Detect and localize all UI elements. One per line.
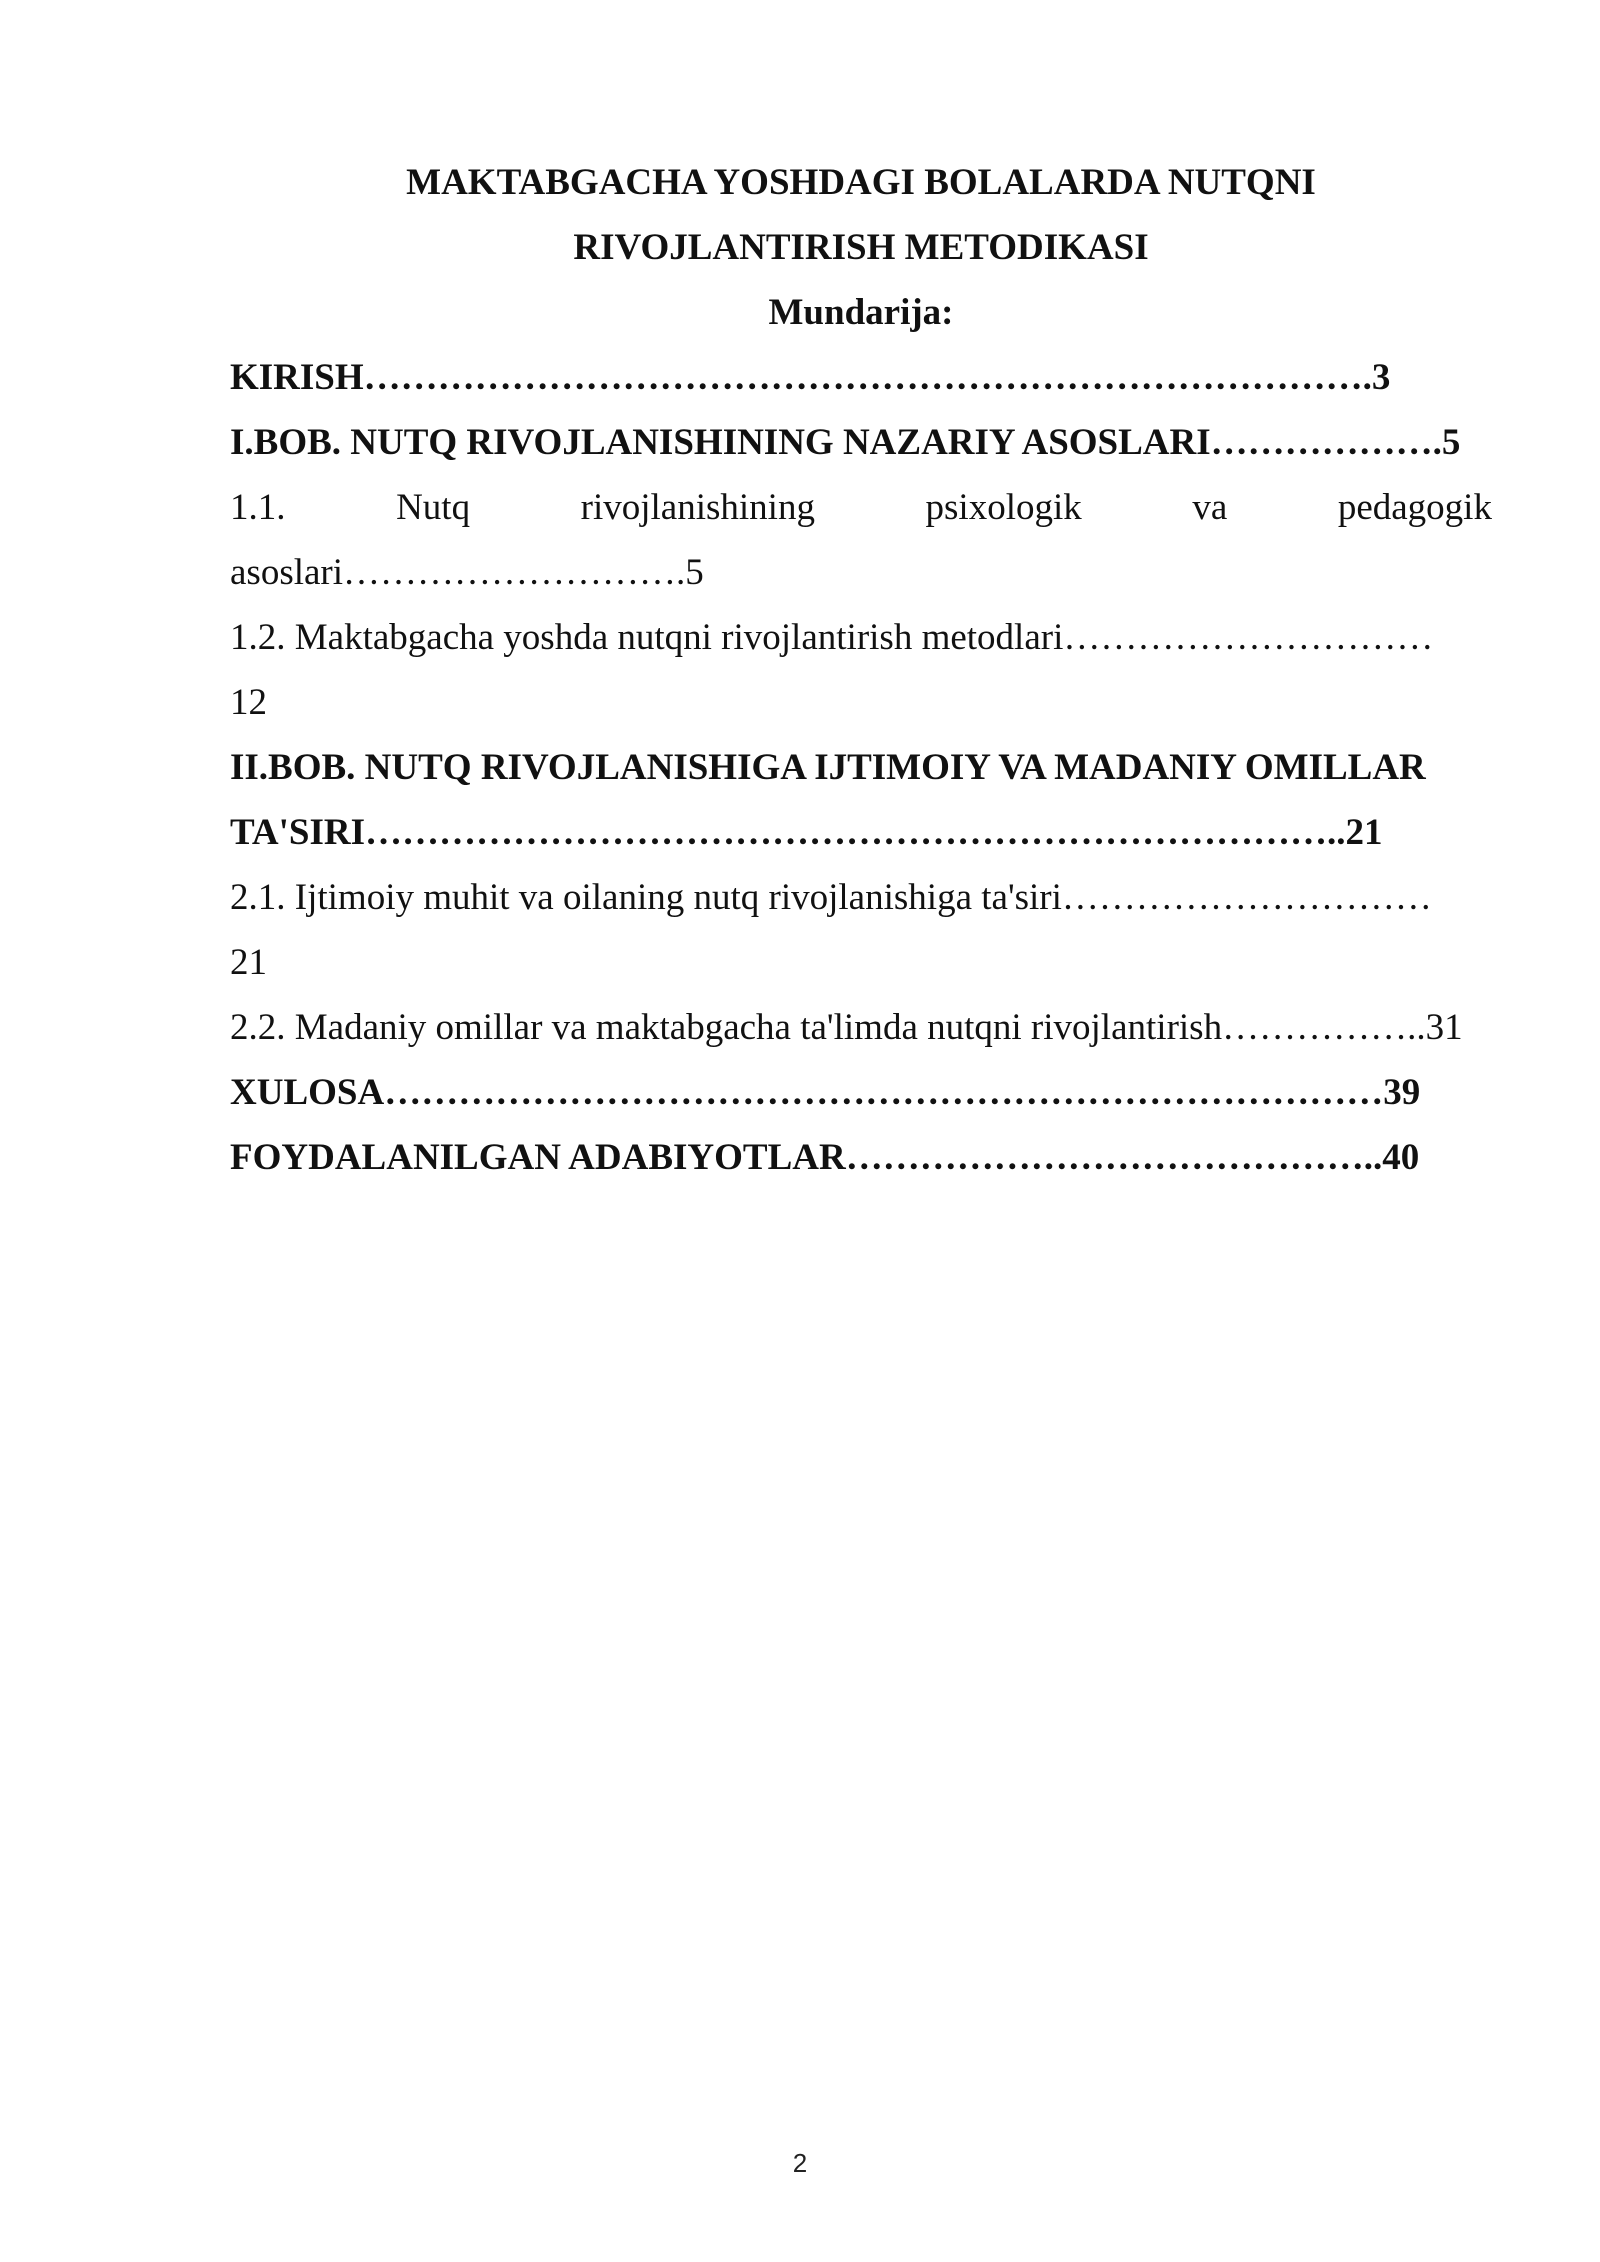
toc-entry-1-2-line-1: 1.2. Maktabgacha yoshda nutqni rivojlantirish metodlari………………………… (230, 617, 1434, 658)
page-content (230, 150, 1492, 1190)
toc-entry-1-1-line-2: asoslari……………………….5 (230, 552, 704, 593)
document-title-line-2: RIVOJLANTIRISH METODIKASI (573, 227, 1149, 268)
toc-word: 1.1. (230, 487, 286, 528)
toc-entry-1-1-line-1 (230, 475, 1492, 540)
toc-word: psixologik (925, 487, 1082, 528)
toc-entry-1-2-line-2: 12 (230, 682, 267, 723)
toc-entry-conclusion: XULOSA………………………………………………………………………39 (230, 1072, 1421, 1113)
toc-entry-chapter-2-line-1: II.BOB. NUTQ RIVOJLANISHIGA IJTIMOIY VA MADANIY OMILLAR (230, 747, 1426, 788)
toc-entry-2-1-line-2: 21 (230, 942, 267, 983)
toc-word: pedagogik (1337, 487, 1492, 528)
toc-word: rivojlanishining (580, 487, 815, 528)
toc-entry-references: FOYDALANILGAN ADABIYOTLAR……………………………………..40 (230, 1137, 1420, 1178)
toc-word: Nutq (396, 487, 471, 528)
page-number: 2 (792, 2148, 808, 2178)
toc-entry-2-2: 2.2. Madaniy omillar va maktabgacha ta'limda nutqni rivojlantirish……………..31 (230, 1007, 1463, 1048)
document-title-line-1: MAKTABGACHA YOSHDAGI BOLALARDA NUTQNI (406, 162, 1316, 203)
toc-word: va (1192, 487, 1228, 528)
toc-heading: Mundarija: (768, 292, 954, 333)
toc-entry-chapter-1: I.BOB. NUTQ RIVOJLANISHINING NAZARIY ASOSLARI……………….5 (230, 422, 1461, 463)
toc-entry-chapter-2-line-2: TA'SIRI……………………………………………………………………..21 (230, 812, 1383, 853)
toc-entry-intro: KIRISH……………………………………………………………………….3 (230, 357, 1391, 398)
toc-entry-2-1-line-1: 2.1. Ijtimoiy muhit va oilaning nutq rivojlanishiga ta'siri………………………… (230, 877, 1432, 918)
